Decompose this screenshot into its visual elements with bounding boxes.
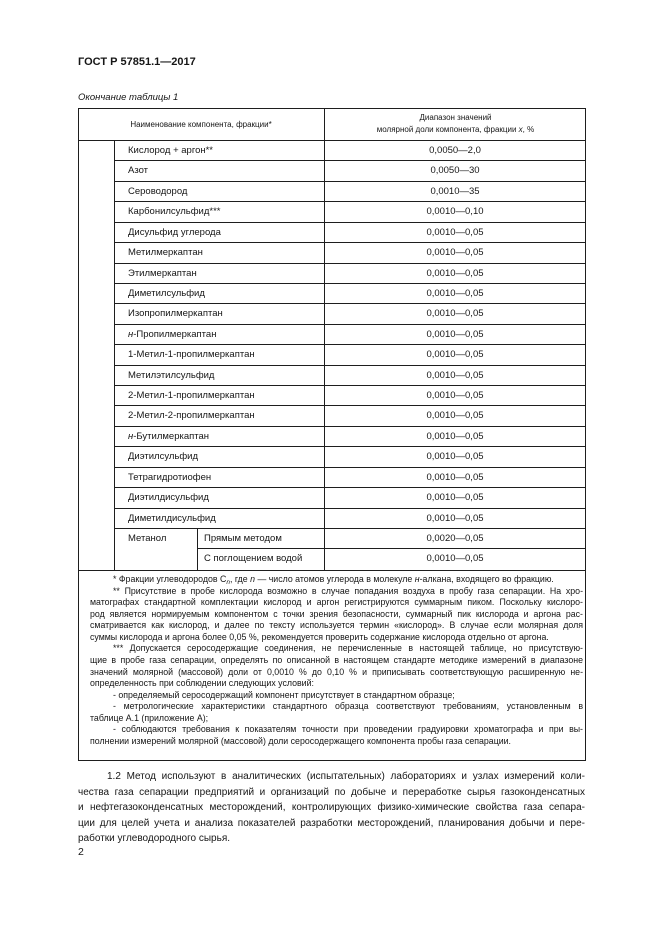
component-range: 0,0010—0,05 <box>426 430 484 442</box>
table-row <box>115 325 586 345</box>
footnote-subscript: n <box>226 579 230 586</box>
table-row <box>115 447 586 467</box>
component-range: 0,0010—0,05 <box>426 267 484 279</box>
component-range: 0,0010—0,05 <box>426 308 484 320</box>
table-row <box>115 406 586 426</box>
component-name: Кислород + аргон** <box>115 141 325 160</box>
table-row <box>115 202 586 222</box>
component-name: Карбонилсульфид*** <box>115 202 325 221</box>
component-range: 0,0010—0,05 <box>426 349 484 361</box>
component-name: 2-Метил-1-пропилмеркаптан <box>115 386 325 405</box>
column-header-name <box>78 108 325 140</box>
component-name: Диметилсульфид <box>115 284 325 303</box>
footnote-line: *** Допускается серосодержащие соединения, не перечисленные в настоящей таблице, но присутствую- <box>113 643 583 654</box>
component-range: 0,0010—0,05 <box>426 451 484 463</box>
column-header-range <box>325 108 586 140</box>
page-number: 2 <box>78 846 84 858</box>
footnote-line: - метрологические характеристики стандартного образца соответствуют требованиям, установленным в <box>113 701 583 712</box>
component-name: 2-Метил-2-пропилмеркаптан <box>115 406 325 425</box>
component-name: Метилэтилсульфид <box>115 366 325 385</box>
component-range: 0,0010—0,05 <box>426 226 484 238</box>
paragraph-line: 1.2 Метод используют в аналитических (испытательных) лабораториях и узлах измерений коли- <box>107 771 585 782</box>
component-range: 0,0010—0,05 <box>426 287 484 299</box>
table-row <box>115 223 586 243</box>
footnote-line: - определяемый серосодержащий компонент присутствует в стандартном образце; <box>113 689 455 700</box>
component-name: Азот <box>115 161 325 180</box>
component-range: 0,0010—0,05 <box>426 410 484 422</box>
component-name: Метилмеркаптан <box>115 243 325 262</box>
table-row <box>115 182 586 202</box>
component-range: 0,0010—0,05 <box>426 492 484 504</box>
table-row <box>115 386 586 406</box>
table-row <box>115 161 586 181</box>
footnote-line: матографах стандартной комплектации кислород и аргон регистрируются суммарным пиком. Поскольку кислоро- <box>90 597 583 608</box>
table-row <box>115 488 586 508</box>
column-header-range-line2 <box>377 124 534 137</box>
table-row <box>115 509 586 529</box>
paragraph-line: ции для целей учета и анализа показателей разработки месторождений, планирования добычи и пере- <box>78 817 585 829</box>
component-name: Изопропилмеркаптан <box>115 304 325 323</box>
component-range: 0,0010—0,05 <box>426 512 484 524</box>
table-row <box>115 284 586 304</box>
footnote-variable: n <box>250 574 256 584</box>
component-range: 0,0010—0,05 <box>426 390 484 402</box>
component-name: Диэтилсульфид <box>115 447 325 466</box>
component-range: 0,0020—0,05 <box>426 533 484 545</box>
component-range: 0,0010—0,05 <box>426 471 484 483</box>
component-name: Дисульфид углерода <box>115 223 325 242</box>
methanol-methods <box>198 529 585 570</box>
component-name: Диметилдисульфид <box>115 509 325 528</box>
table-row <box>115 468 586 488</box>
footnote-line: полнении измерений молярной (массовой) доли серосодержащего компонента пробы газа сепарации. <box>90 735 512 746</box>
column-header-range-line1: Диапазон значений <box>419 112 492 122</box>
footnote-line: ** Присутствие в пробе кислорода возможно в случае попадания воздуха в пробу газа сепарации. На хро- <box>113 585 583 596</box>
column-header-range-unit: , % <box>522 125 535 134</box>
component-name: 1-Метил-1-пропилмеркаптан <box>115 345 325 364</box>
table-row <box>115 264 586 284</box>
footnote-line: щие в пробе газа сепарации, определять по описанной в настоящем стандарте методике измерений в диапазоне <box>90 654 583 665</box>
component-range: 0,0050—30 <box>430 165 480 177</box>
footnote-line: сматривается как кислород, и далее по тексту используется термин «кислород». В случае если молярная доля <box>90 620 583 631</box>
table-body-bottom-rule <box>78 570 586 571</box>
footnote-line: определенность при соблюдении следующих условий: <box>90 678 314 689</box>
component-name: Тетрагидротиофен <box>115 468 325 487</box>
table-header-row <box>78 108 586 141</box>
table-row <box>115 427 586 447</box>
table-row <box>115 243 586 263</box>
component-range: 0,0010—0,10 <box>426 206 484 218</box>
component-name: Этилмеркаптан <box>115 264 325 283</box>
footnote-line: значений молярной (массовой) доли от 0,0010 % до 0,10 % и приписывать соответствующую расширенную не- <box>90 666 583 677</box>
table-footnotes <box>90 574 583 747</box>
methanol-method-row <box>198 529 585 549</box>
column-header-range-text: молярной доли компонента, фракции <box>376 125 519 134</box>
table-row <box>115 345 586 365</box>
footnote-line <box>90 574 583 586</box>
component-name: Метанол <box>115 529 198 570</box>
component-range: 0,0010—0,05 <box>426 553 484 565</box>
paragraph-line: чества газа сепарации предприятий и организаций по добыче и переработке сырья газоконденсатных <box>78 786 585 798</box>
paragraph-line: работки углеводородного сырья. <box>78 833 231 844</box>
footnote-variable: н <box>414 574 420 584</box>
footnote-line: род является нормируемым компонентом с точки зрения безопасности, суммарный пик кислорода и аргона рас- <box>90 608 583 619</box>
component-range: 0,0010—0,05 <box>426 369 484 381</box>
table-continuation-caption: Окончание таблицы 1 <box>78 92 179 103</box>
component-range: 0,0010—35 <box>430 185 480 197</box>
table-row <box>115 304 586 324</box>
component-name: н-Пропилмеркаптан <box>115 325 325 344</box>
footnote-text: -алкана, входящего во фракцию. <box>419 574 554 584</box>
section-paragraph-1-2 <box>78 769 585 847</box>
document-number: ГОСТ Р 57851.1—2017 <box>78 56 196 68</box>
footnote-line: таблице А.1 (приложение А); <box>90 712 209 723</box>
column-header-range-variable: x <box>518 125 523 134</box>
component-name: Диэтилдисульфид <box>115 488 325 507</box>
component-name: Сероводород <box>115 182 325 201</box>
footnote-text: — число атомов углерода в молекуле <box>255 574 415 584</box>
table-body <box>114 141 586 570</box>
footnote-text: , где <box>229 574 251 584</box>
footnote-line: - соблюдаются требования к показателям точности при проведении градуировки хроматографа и при вы- <box>113 724 583 735</box>
method-name: Прямым методом <box>198 529 325 548</box>
table-row <box>115 366 586 386</box>
methanol-method-row <box>198 549 585 569</box>
column-header-name-text: Наименование компонента, фракции* <box>130 119 272 129</box>
table-row-methanol <box>115 529 586 570</box>
component-name: н-Бутилмеркаптан <box>115 427 325 446</box>
component-range: 0,0010—0,05 <box>426 247 484 259</box>
table-row <box>115 141 586 161</box>
component-range: 0,0050—2,0 <box>429 145 481 156</box>
method-name: С поглощением водой <box>198 549 325 569</box>
component-range: 0,0010—0,05 <box>426 328 484 340</box>
paragraph-line: и нефтегазоконденсатных месторождений, контролирующих физико-химические свойства газа сепара- <box>78 802 585 813</box>
footnote-line: суммы кислорода и аргона более 0,05 %, рекомендуется проверить содержание кислорода отдельно от аргона. <box>90 631 549 642</box>
footnote-text: * Фракции углеводородов C <box>113 574 227 584</box>
